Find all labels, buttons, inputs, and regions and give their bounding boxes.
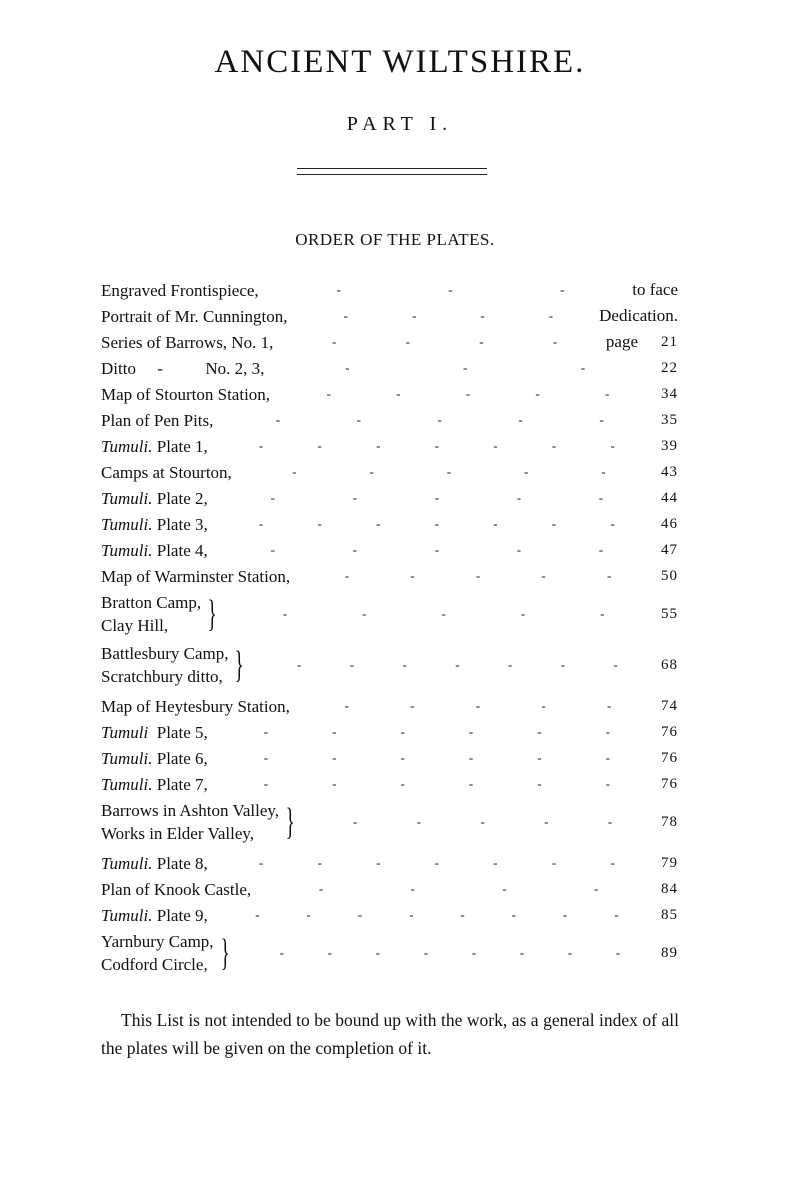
- page-number: 76: [661, 749, 678, 766]
- entry-labels: [101, 773, 208, 796]
- leader-dash: -: [326, 386, 332, 401]
- leader-dash: -: [349, 657, 355, 672]
- leader-dash: -: [537, 776, 542, 791]
- entry-label-italic: Tumuli.: [101, 436, 153, 456]
- entry-label-text: Plate 9,: [152, 905, 208, 925]
- leader-dash: -: [400, 750, 405, 765]
- leader-dash: -: [519, 945, 525, 960]
- list-item: [101, 485, 678, 511]
- leader-dash: -: [344, 698, 349, 713]
- entry-label: [101, 930, 214, 953]
- entry-label-text: Yarnbury Camp,: [101, 932, 214, 951]
- list-item: [101, 303, 678, 329]
- leader-dash: -: [548, 308, 554, 323]
- entry-label: [101, 331, 273, 354]
- leader-dash: -: [615, 945, 621, 960]
- entry-label-text: Plate 1,: [152, 436, 208, 456]
- leader-dash: -: [605, 724, 610, 739]
- page-number: 46: [661, 515, 678, 532]
- page-number: 50: [661, 567, 678, 584]
- page-number: Dedication.: [599, 306, 678, 325]
- leader-dash: -: [463, 360, 468, 375]
- page-number: 78: [661, 813, 678, 830]
- entry-label: [101, 747, 208, 770]
- dot-leader: [208, 907, 656, 923]
- leader-dash: -: [332, 724, 337, 739]
- entry-labels: [101, 331, 273, 354]
- leader-dash: -: [516, 490, 522, 505]
- dot-leader: [208, 776, 656, 792]
- leader-dash: -: [468, 750, 474, 765]
- leader-dash: -: [610, 516, 615, 531]
- dot-leader: [208, 490, 656, 506]
- page-number: 44: [661, 489, 678, 506]
- footnote: This List is not intended to be bound up with the work, as a general index of all the plates will be given on the completion of it.: [101, 1010, 679, 1058]
- entry-labels: [101, 357, 264, 380]
- leader-dash: -: [411, 308, 417, 323]
- leader-dash: -: [331, 334, 337, 349]
- leader-dash: -: [263, 724, 269, 739]
- leader-dash: -: [493, 855, 498, 870]
- leader-dash: -: [296, 657, 302, 672]
- entry-labels: [101, 487, 208, 510]
- leader-dash: -: [465, 386, 471, 401]
- leader-dash: -: [258, 516, 264, 531]
- leader-dash: -: [610, 438, 615, 453]
- leader-dash: -: [537, 724, 542, 739]
- leader-dash: -: [614, 907, 619, 922]
- entry-label: [101, 695, 290, 718]
- leader-dash: -: [610, 855, 615, 870]
- double-rule-divider: [297, 168, 487, 175]
- page-number: to face: [632, 280, 678, 299]
- entry-label: [101, 279, 259, 302]
- leader-dash: -: [376, 855, 381, 870]
- entry-label-text: Plate 7,: [152, 774, 208, 794]
- list-item: [101, 407, 678, 433]
- page-number: 85: [661, 906, 678, 923]
- leader-dash: -: [523, 464, 529, 479]
- dot-leader: [264, 360, 656, 376]
- entry-labels: [101, 279, 259, 302]
- leader-dash: -: [318, 881, 324, 896]
- leader-dash: -: [270, 542, 275, 557]
- leader-dash: -: [551, 438, 557, 453]
- entry-label: [101, 409, 213, 432]
- leader-dash: -: [607, 814, 613, 829]
- entry-labels: [101, 435, 208, 458]
- leader-dash: -: [258, 438, 264, 453]
- leader-dash: -: [598, 542, 604, 557]
- leader-dash: -: [607, 568, 612, 583]
- list-item: [101, 799, 678, 845]
- leader-dash: -: [344, 568, 350, 583]
- leader-dash: -: [376, 516, 381, 531]
- entry-labels: [101, 695, 290, 718]
- leader-dash: -: [282, 606, 288, 621]
- entry-labels: [101, 642, 228, 688]
- entry-label: [101, 565, 290, 588]
- leader-dash: -: [446, 464, 452, 479]
- leader-dash: -: [263, 750, 269, 765]
- entry-label-italic: Tumuli.: [101, 905, 153, 925]
- brace-icon: }: [285, 801, 295, 843]
- entry-label-text: Plan of Pen Pits,: [101, 410, 214, 430]
- leader-dash: -: [400, 776, 405, 791]
- list-item: [101, 381, 678, 407]
- leader-dash: -: [255, 907, 260, 922]
- leader-dash: -: [593, 881, 599, 896]
- leader-dash: -: [343, 308, 348, 323]
- list-item: [101, 930, 678, 976]
- entry-label: [101, 357, 264, 380]
- entry-labels: [101, 539, 208, 562]
- entry-label-text: Barrows in Ashton Valley,: [101, 801, 280, 820]
- entry-label: [101, 435, 208, 458]
- entry-label-text: Map of Warminster Station,: [101, 566, 291, 586]
- leader-dash: -: [270, 490, 275, 505]
- leader-dash: -: [376, 438, 381, 453]
- leader-dash: -: [567, 945, 573, 960]
- page-number: 84: [661, 880, 678, 897]
- leader-dash: -: [475, 568, 481, 583]
- entry-label: [101, 539, 208, 562]
- leader-dash: -: [541, 698, 546, 713]
- entry-label: [101, 953, 214, 976]
- leader-dash: -: [434, 438, 439, 453]
- entry-label-text: Bratton Camp,: [101, 593, 202, 612]
- leader-dash: -: [362, 606, 367, 621]
- list-item: [101, 693, 678, 719]
- leader-dash: -: [605, 776, 610, 791]
- leader-dash: -: [317, 855, 322, 870]
- entry-labels: [101, 513, 208, 536]
- leader-dash: -: [516, 542, 522, 557]
- entry-label-text: Ditto - No. 2, 3,: [101, 358, 265, 378]
- entry-label: [101, 878, 251, 901]
- list-item: [101, 433, 678, 459]
- entry-label-text: Plate 5,: [148, 722, 208, 742]
- entry-label: [101, 721, 208, 744]
- leader-dash: -: [345, 360, 350, 375]
- entry-label-italic: Tumuli.: [101, 488, 153, 508]
- leader-dash: -: [502, 881, 507, 896]
- page-number: 35: [661, 411, 678, 428]
- entry-label: [101, 852, 208, 875]
- entry-label-italic: Tumuli.: [101, 514, 153, 534]
- leader-dash: -: [279, 945, 284, 960]
- page-number: 43: [661, 463, 678, 480]
- leader-dash: -: [375, 945, 381, 960]
- entry-label: [101, 665, 228, 688]
- leader-dash: -: [607, 698, 612, 713]
- dot-leader: [288, 308, 600, 324]
- page-number: 89: [661, 944, 678, 961]
- page-number: 76: [661, 775, 678, 792]
- dot-leader: [299, 814, 656, 830]
- entry-labels: [101, 747, 208, 770]
- leader-dash: -: [560, 282, 565, 297]
- list-item: [101, 329, 678, 355]
- leader-dash: -: [600, 606, 605, 621]
- entry-labels: [101, 305, 288, 328]
- leader-dash: -: [455, 657, 460, 672]
- list-item: [101, 591, 678, 637]
- leader-dash: -: [402, 657, 407, 672]
- brace-icon: }: [235, 644, 245, 686]
- leader-dash: -: [410, 881, 415, 896]
- list-item: [101, 537, 678, 563]
- leader-dash: -: [598, 490, 604, 505]
- leader-dash: -: [601, 464, 606, 479]
- entry-label: [101, 383, 270, 406]
- page-title: ANCIENT WILTSHIRE.: [214, 44, 586, 80]
- leader-dash: -: [410, 568, 415, 583]
- leader-dash: -: [441, 606, 446, 621]
- entry-label: [101, 642, 228, 665]
- entry-label: [101, 773, 208, 796]
- leader-dash: -: [352, 490, 357, 505]
- list-item: [101, 876, 678, 902]
- leader-dash: -: [437, 412, 442, 427]
- entry-labels: [101, 409, 213, 432]
- entry-label: [101, 904, 208, 927]
- entry-label-text: Scratchbury ditto,: [101, 667, 223, 686]
- leader-dash: -: [317, 516, 322, 531]
- entry-label: [101, 305, 288, 328]
- dot-leader: [290, 698, 656, 714]
- page-number: 74: [661, 697, 678, 714]
- entry-label-text: Clay Hill,: [101, 616, 169, 635]
- entry-label-text: Map of Heytesbury Station,: [101, 696, 290, 716]
- entry-labels: [101, 565, 290, 588]
- dot-leader: [273, 334, 606, 350]
- leader-dash: -: [416, 814, 422, 829]
- dot-leader: [249, 657, 656, 673]
- dot-leader: [208, 724, 656, 740]
- dot-leader: [234, 945, 656, 961]
- leader-dash: -: [396, 386, 401, 401]
- leader-dash: -: [352, 814, 358, 829]
- entry-label-italic: Tumuli.: [101, 853, 153, 873]
- leader-dash: -: [537, 750, 542, 765]
- entry-label: [101, 591, 201, 614]
- dot-leader: [208, 855, 656, 871]
- list-item: [101, 745, 678, 771]
- entry-labels: [101, 461, 232, 484]
- leader-dash: -: [263, 776, 269, 791]
- leader-dash: -: [292, 464, 297, 479]
- entry-label-italic: Tumuli.: [101, 540, 153, 560]
- list-item: [101, 850, 678, 876]
- leader-dash: -: [518, 412, 523, 427]
- leader-dash: -: [434, 855, 439, 870]
- leader-dash: -: [317, 438, 322, 453]
- dot-leader: [290, 568, 656, 584]
- list-item: [101, 563, 678, 589]
- leader-dash: -: [552, 334, 558, 349]
- leader-dash: -: [423, 945, 429, 960]
- leader-dash: -: [405, 334, 410, 349]
- list-item: [101, 902, 678, 928]
- leader-dash: -: [434, 542, 440, 557]
- leader-dash: -: [475, 698, 481, 713]
- leader-dash: -: [520, 606, 526, 621]
- dot-leader: [232, 464, 656, 480]
- leader-dash: -: [468, 724, 474, 739]
- leader-dash: -: [493, 516, 498, 531]
- entry-label-text: Plan of Knook Castle,: [101, 879, 252, 899]
- leader-dash: -: [352, 542, 357, 557]
- entry-label-text: Plate 2,: [152, 488, 208, 508]
- entry-labels: [101, 904, 208, 927]
- dot-leader: [208, 438, 656, 454]
- entry-label: [101, 799, 279, 822]
- brace-icon: }: [220, 932, 230, 974]
- entry-label: [101, 822, 279, 845]
- leader-dash: -: [511, 907, 516, 922]
- leader-dash: -: [410, 698, 415, 713]
- entry-label-text: Codford Circle,: [101, 955, 208, 974]
- leader-dash: -: [604, 386, 610, 401]
- leader-dash: -: [599, 412, 604, 427]
- leader-dash: -: [400, 724, 405, 739]
- entry-label-text: Camps at Stourton,: [101, 462, 232, 482]
- entry-labels: [101, 799, 279, 845]
- leader-dash: -: [493, 438, 498, 453]
- leader-dash: -: [535, 386, 540, 401]
- page-number: 47: [661, 541, 678, 558]
- entry-label-text: Plate 8,: [152, 853, 208, 873]
- plates-list: [101, 277, 678, 981]
- page-number: 21: [661, 333, 678, 350]
- entry-labels: [101, 591, 201, 637]
- entry-label-text: Plate 4,: [152, 540, 208, 560]
- page-number: 76: [661, 723, 678, 740]
- leader-dash: -: [460, 907, 465, 922]
- dot-leader: [213, 412, 656, 428]
- leader-dash: -: [507, 657, 513, 672]
- leader-dash: -: [275, 412, 281, 427]
- leader-dash: -: [327, 945, 332, 960]
- leader-dash: -: [434, 490, 440, 505]
- entry-labels: [101, 930, 214, 976]
- leader-dash: -: [551, 855, 557, 870]
- leader-dash: -: [332, 776, 337, 791]
- entry-label-text: Series of Barrows, No. 1,: [101, 332, 274, 352]
- entry-label-text: Plate 3,: [152, 514, 208, 534]
- entry-label-text: Map of Stourton Station,: [101, 384, 271, 404]
- entry-label-text: Plate 6,: [152, 748, 208, 768]
- leader-dash: -: [551, 516, 557, 531]
- leader-dash: -: [605, 750, 610, 765]
- leader-dash: -: [356, 412, 361, 427]
- leader-dash: -: [409, 907, 414, 922]
- leader-dash: -: [357, 907, 363, 922]
- leader-dash: -: [613, 657, 618, 672]
- leader-dash: -: [336, 282, 341, 297]
- leader-dash: -: [434, 516, 439, 531]
- entry-label-text: Works in Elder Valley,: [101, 824, 255, 843]
- list-item: [101, 277, 678, 303]
- list-item: [101, 642, 678, 688]
- dot-leader: [270, 386, 656, 402]
- section-heading: ORDER OF THE PLATES.: [295, 230, 495, 249]
- leader-dash: -: [544, 814, 549, 829]
- list-item: [101, 459, 678, 485]
- entry-label: [101, 513, 208, 536]
- dot-leader: [208, 542, 656, 558]
- page-prefix: page: [605, 332, 638, 351]
- list-item: [101, 719, 678, 745]
- leader-dash: -: [369, 464, 374, 479]
- entry-labels: [101, 878, 251, 901]
- entry-label-text: Battlesbury Camp,: [101, 644, 229, 663]
- entry-label-italic: Tumuli.: [101, 774, 153, 794]
- dot-leader: [259, 282, 633, 298]
- entry-label-italic: Tumuli.: [101, 748, 153, 768]
- leader-dash: -: [306, 907, 311, 922]
- page-number: 68: [661, 656, 678, 673]
- entry-labels: [101, 721, 208, 744]
- leader-dash: -: [332, 750, 337, 765]
- leader-dash: -: [448, 282, 453, 297]
- entry-labels: [101, 383, 270, 406]
- leader-dash: -: [562, 907, 568, 922]
- entry-labels: [101, 852, 208, 875]
- list-item: [101, 771, 678, 797]
- leader-dash: -: [480, 308, 485, 323]
- leader-dash: -: [580, 360, 586, 375]
- entry-label: [101, 614, 201, 637]
- entry-label: [101, 487, 208, 510]
- dot-leader: [251, 881, 656, 897]
- leader-dash: -: [258, 855, 264, 870]
- brace-icon: }: [207, 593, 217, 635]
- leader-dash: -: [479, 334, 484, 349]
- leader-dash: -: [468, 776, 474, 791]
- entry-label-text: Portrait of Mr. Cunnington,: [101, 306, 288, 326]
- dot-leader: [208, 750, 656, 766]
- entry-label: [101, 461, 232, 484]
- leader-dash: -: [541, 568, 546, 583]
- leader-dash: -: [560, 657, 566, 672]
- page-number: 39: [661, 437, 678, 454]
- part-heading: PART I.: [346, 113, 454, 135]
- leader-dash: -: [480, 814, 485, 829]
- page-number: 34: [661, 385, 678, 402]
- page-number: 79: [661, 854, 678, 871]
- entry-label-italic: Tumuli: [101, 722, 149, 742]
- page-number: 22: [661, 359, 678, 376]
- dot-leader: [221, 606, 656, 622]
- dot-leader: [208, 516, 656, 532]
- entry-label-text: Engraved Frontispiece,: [101, 280, 259, 300]
- list-item: [101, 511, 678, 537]
- page-number: 55: [661, 605, 678, 622]
- list-item: [101, 355, 678, 381]
- leader-dash: -: [471, 945, 477, 960]
